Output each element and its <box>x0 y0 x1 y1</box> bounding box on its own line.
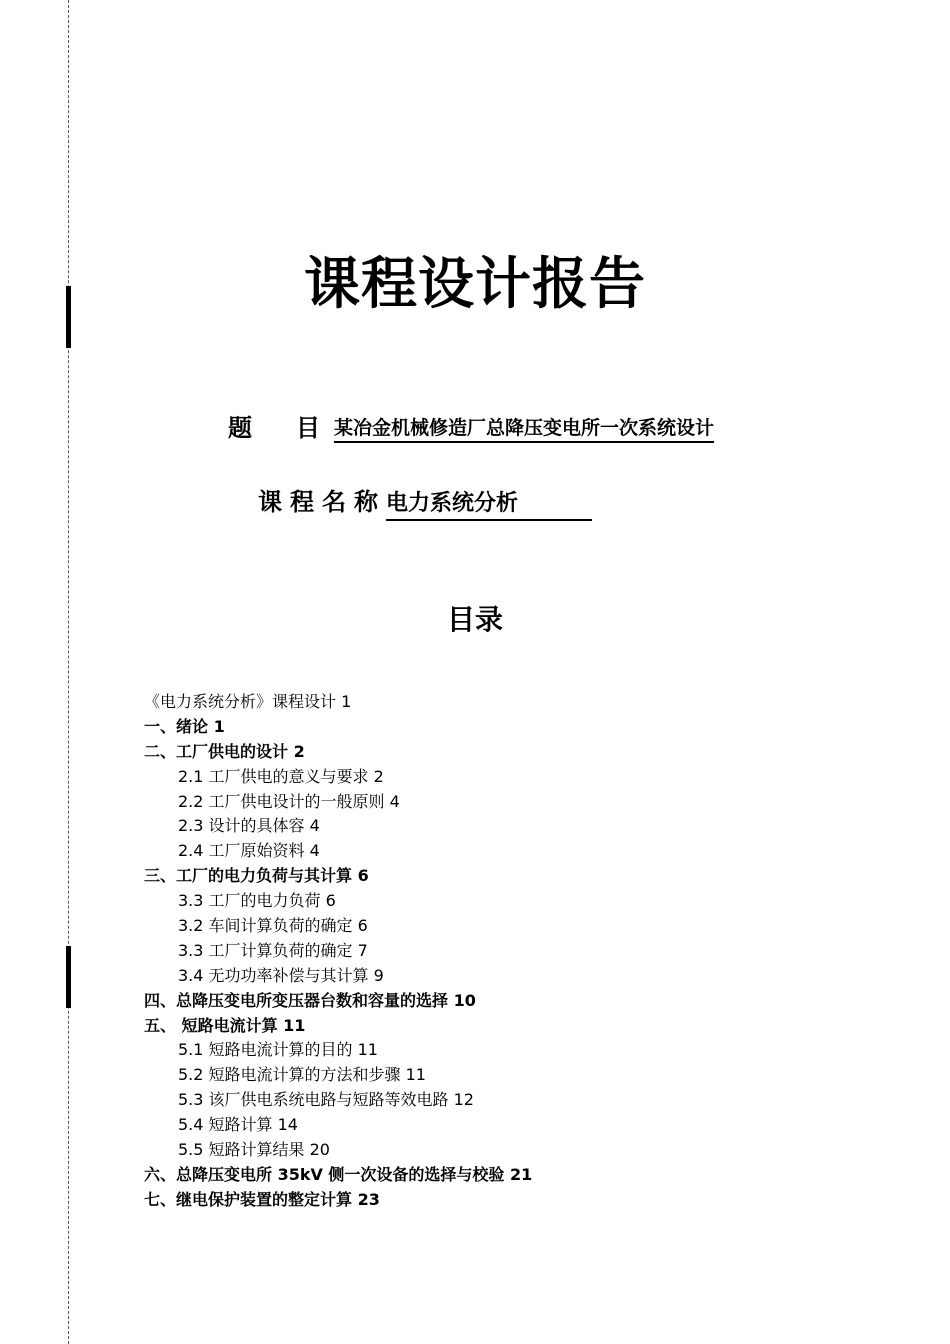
toc-subsection-entry[interactable]: 3.3 工厂的电力负荷 6 <box>178 891 336 911</box>
subject-label-char-1: 题 <box>228 414 252 442</box>
toc-subsection-entry[interactable]: 3.3 工厂计算负荷的确定 7 <box>178 940 368 960</box>
toc-subsection-entry[interactable]: 2.4 工厂原始资料 4 <box>178 841 320 861</box>
subject-value: 某冶金机械修造厂总降压变电所一次系统设计 <box>334 413 714 443</box>
toc-subsection-entry[interactable]: 5.5 短路计算结果 20 <box>178 1140 330 1160</box>
toc-subsection-entry[interactable]: 5.4 短路计算 14 <box>178 1115 298 1135</box>
binding-mark-bottom <box>66 946 71 1008</box>
toc-subsection-entry[interactable]: 3.4 无功功率补偿与其计算 9 <box>178 965 384 985</box>
toc-section-entry[interactable]: 一、绪论 1 <box>144 716 225 736</box>
subject-label-char-2: 目 <box>296 414 320 442</box>
subject-label <box>228 408 320 443</box>
subject-field <box>228 408 714 443</box>
toc-title: 目录 <box>446 603 503 636</box>
toc-document-entry[interactable]: 《电力系统分析》课程设计 1 <box>144 692 352 711</box>
toc-section-entry[interactable]: 三、工厂的电力负荷与其计算 6 <box>144 866 369 886</box>
toc-section-entry[interactable]: 六、总降压变电所 35kV 侧一次设备的选择与校验 21 <box>144 1164 533 1184</box>
course-name-label: 课程名称 <box>258 488 386 516</box>
binding-dashed-line <box>68 0 69 1344</box>
toc-subsection-entry[interactable]: 5.2 短路电流计算的方法和步骤 11 <box>178 1065 426 1085</box>
toc-subsection-entry[interactable]: 2.3 设计的具体容 4 <box>178 816 320 836</box>
toc-subsection-entry[interactable]: 2.2 工厂供电设计的一般原则 4 <box>178 791 400 811</box>
table-of-contents <box>144 690 532 1213</box>
toc-subsection-entry[interactable]: 5.1 短路电流计算的目的 11 <box>178 1040 378 1060</box>
report-title: 课程设计报告 <box>304 252 646 317</box>
toc-subsection-entry[interactable]: 2.1 工厂供电的意义与要求 2 <box>178 766 384 786</box>
course-name-value: 电力系统分析 <box>386 486 592 521</box>
toc-section-entry[interactable]: 七、继电保护装置的整定计算 23 <box>144 1189 380 1209</box>
toc-section-entry[interactable]: 五、 短路电流计算 11 <box>144 1015 306 1035</box>
toc-subsection-entry[interactable]: 3.2 车间计算负荷的确定 6 <box>178 916 368 936</box>
toc-section-entry[interactable]: 二、工厂供电的设计 2 <box>144 741 305 761</box>
toc-subsection-entry[interactable]: 5.3 该厂供电系统电路与短路等效电路 12 <box>178 1090 474 1110</box>
course-name-field <box>258 482 592 521</box>
toc-section-entry[interactable]: 四、总降压变电所变压器台数和容量的选择 10 <box>144 990 476 1010</box>
